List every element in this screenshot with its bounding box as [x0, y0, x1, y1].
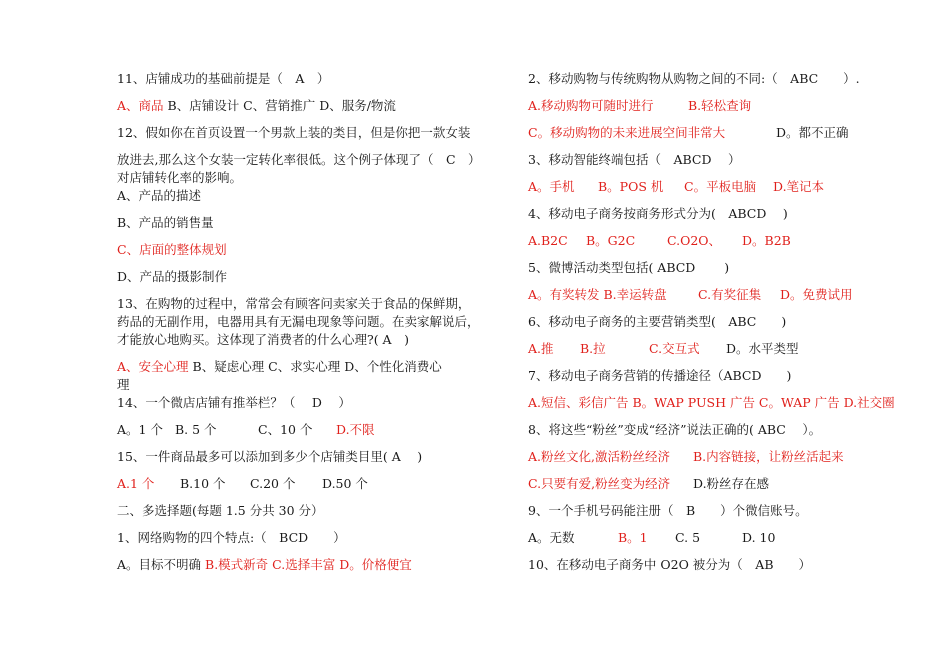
- answer-text: A、商品: [117, 98, 164, 113]
- answer-text: A、安全心理: [117, 359, 189, 374]
- answer-text: A.移动购物可随时进行: [528, 98, 654, 113]
- answer-text: A.推: [528, 341, 554, 356]
- question-text: B. 5 个: [175, 422, 217, 437]
- question-text: D.50 个: [322, 476, 368, 491]
- question-text: 11、店铺成功的基础前提是（ A ）: [117, 71, 330, 86]
- question-text: B.10 个: [180, 476, 226, 491]
- question-text: B、疑虑心理 C、求实心理 D、个性化消费心: [188, 359, 442, 374]
- text-line: [528, 340, 900, 357]
- answer-text: D。免费试用: [780, 287, 853, 302]
- text-line: [117, 331, 487, 348]
- answer-text: A.B2C: [528, 233, 568, 248]
- question-text: 9、一个手机号码能注册（ B ）个微信账号。: [528, 503, 808, 518]
- text-line: [528, 502, 900, 519]
- text-line: [528, 151, 900, 168]
- question-text: C、10 个: [258, 422, 313, 437]
- question-text: 15、一件商品最多可以添加到多少个店铺类目里( A ): [117, 449, 423, 464]
- answer-text: C.只要有爱,粉丝变为经济: [528, 476, 671, 491]
- question-text: 4、移动电子商务按商务形式分为( ABCD ): [528, 206, 788, 221]
- text-line: [528, 556, 900, 573]
- text-line: [528, 124, 900, 141]
- answer-text: C.O2O、: [667, 233, 722, 248]
- text-line: [117, 376, 487, 393]
- question-text: A。目标不明确: [117, 557, 202, 572]
- text-line: [117, 241, 487, 258]
- text-line: [117, 70, 487, 87]
- question-text: 13、在购物的过程中，常常会有顾客问卖家关于食品的保鲜期，: [117, 296, 471, 311]
- question-text: D。都不正确: [776, 125, 849, 140]
- question-text: 10、在移动电子商务中 O2O 被分为（ AB ）: [528, 557, 812, 572]
- answer-text: C.交互式: [649, 341, 700, 356]
- text-line: [117, 358, 487, 375]
- answer-text: A.短信、彩信广告 B。WAP PUSH 广告 C。WAP 广告 D.社交圈: [528, 395, 895, 410]
- answer-text: C、店面的整体规划: [117, 242, 227, 257]
- question-text: B、产品的销售量: [117, 215, 214, 230]
- text-line: [117, 124, 487, 141]
- text-line: [117, 313, 487, 330]
- answer-text: A.粉丝文化,激活粉丝经济: [528, 449, 670, 464]
- question-text: A。1 个: [117, 422, 163, 437]
- text-line: [528, 232, 900, 249]
- question-text: B、店铺设计 C、营销推广 D、服务/物流: [163, 98, 396, 113]
- text-line: [117, 448, 487, 465]
- text-line: [528, 313, 900, 330]
- answer-text: B.内容链接，让粉丝活起来: [693, 449, 844, 464]
- text-line: [117, 475, 487, 492]
- answer-text: C.有奖征集: [698, 287, 762, 302]
- answer-text: A.1 个: [117, 476, 155, 491]
- question-text: 8、将这些“粉丝”变成“经济”说法正确的( ABC ）。: [528, 422, 822, 437]
- text-line: [528, 70, 900, 87]
- question-text: 6、移动电子商务的主要营销类型( ABC ): [528, 314, 787, 329]
- question-text: 对店铺转化率的影响。: [117, 170, 243, 185]
- text-line: [528, 421, 900, 438]
- text-line: [528, 178, 900, 195]
- question-text: C. 5: [675, 530, 701, 545]
- text-line: [528, 367, 900, 384]
- answer-text: A。手机: [528, 179, 575, 194]
- text-line: [117, 151, 487, 168]
- answer-text: B.拉: [580, 341, 606, 356]
- text-line: [117, 421, 487, 438]
- answer-text: B.模式新奇 C.选择丰富 D。价格便宜: [201, 557, 412, 572]
- answer-text: A。有奖转发 B.幸运转盘: [528, 287, 667, 302]
- text-line: [117, 214, 487, 231]
- question-text: 药品的无副作用，电器用具有无漏电现象等问题。在卖家解说后，: [117, 314, 480, 329]
- question-text: C.20 个: [250, 476, 296, 491]
- text-line: [528, 394, 900, 411]
- text-line: [117, 529, 487, 546]
- answer-text: B.轻松查询: [688, 98, 752, 113]
- left-column: [117, 70, 487, 573]
- text-line: [117, 97, 487, 114]
- text-line: [528, 259, 900, 276]
- text-line: [528, 286, 900, 303]
- text-line: [117, 295, 487, 312]
- question-text: A、产品的描述: [117, 188, 202, 203]
- question-text: D。水平类型: [726, 341, 799, 356]
- question-text: 二、多选择题(每题 1.5 分共 30 分）: [117, 503, 324, 518]
- answer-text: D.不限: [336, 422, 375, 437]
- question-text: 5、微博活动类型包括( ABCD ): [528, 260, 730, 275]
- text-line: [117, 502, 487, 519]
- text-line: [528, 97, 900, 114]
- question-text: D.粉丝存在感: [693, 476, 770, 491]
- text-line: [528, 448, 900, 465]
- answer-text: D。B2B: [742, 233, 791, 248]
- text-line: [117, 394, 487, 411]
- answer-text: B。G2C: [586, 233, 636, 248]
- question-text: 12、假如你在首页设置一个男款上装的类目，但是你把一款女装: [117, 125, 471, 140]
- answer-text: B。1: [618, 530, 648, 545]
- text-line: [117, 556, 487, 573]
- text-line: [528, 475, 900, 492]
- question-text: D. 10: [742, 530, 776, 545]
- question-text: 2、移动购物与传统购物从购物之间的不同:（ ABC ）.: [528, 71, 860, 86]
- answer-text: D.笔记本: [773, 179, 825, 194]
- question-text: 14、一个微店店铺有推举栏？（ D ）: [117, 395, 351, 410]
- question-text: 7、移动电子商务营销的传播途径（ABCD ): [528, 368, 792, 383]
- answer-text: C。平板电脑: [684, 179, 757, 194]
- right-column: [528, 70, 900, 573]
- question-text: 放进去,那么这个女装一定转化率很低。这个例子体现了（ C ）: [117, 152, 481, 167]
- text-line: [528, 205, 900, 222]
- question-text: 3、移动智能终端包括（ ABCD ）: [528, 152, 741, 167]
- answer-text: B。POS 机: [598, 179, 664, 194]
- question-text: A。无数: [528, 530, 575, 545]
- question-text: 才能放心地购买。这体现了消费者的什么心理?( A ): [117, 332, 409, 347]
- question-text: D、产品的摄影制作: [117, 269, 228, 284]
- text-line: [117, 169, 487, 186]
- question-text: 1、网络购物的四个特点:（ BCD ）: [117, 530, 346, 545]
- answer-text: C。移动购物的未来进展空间非常大: [528, 125, 726, 140]
- text-line: [117, 187, 487, 204]
- text-line: [528, 529, 900, 546]
- text-line: [117, 268, 487, 285]
- question-text: 理: [117, 377, 130, 392]
